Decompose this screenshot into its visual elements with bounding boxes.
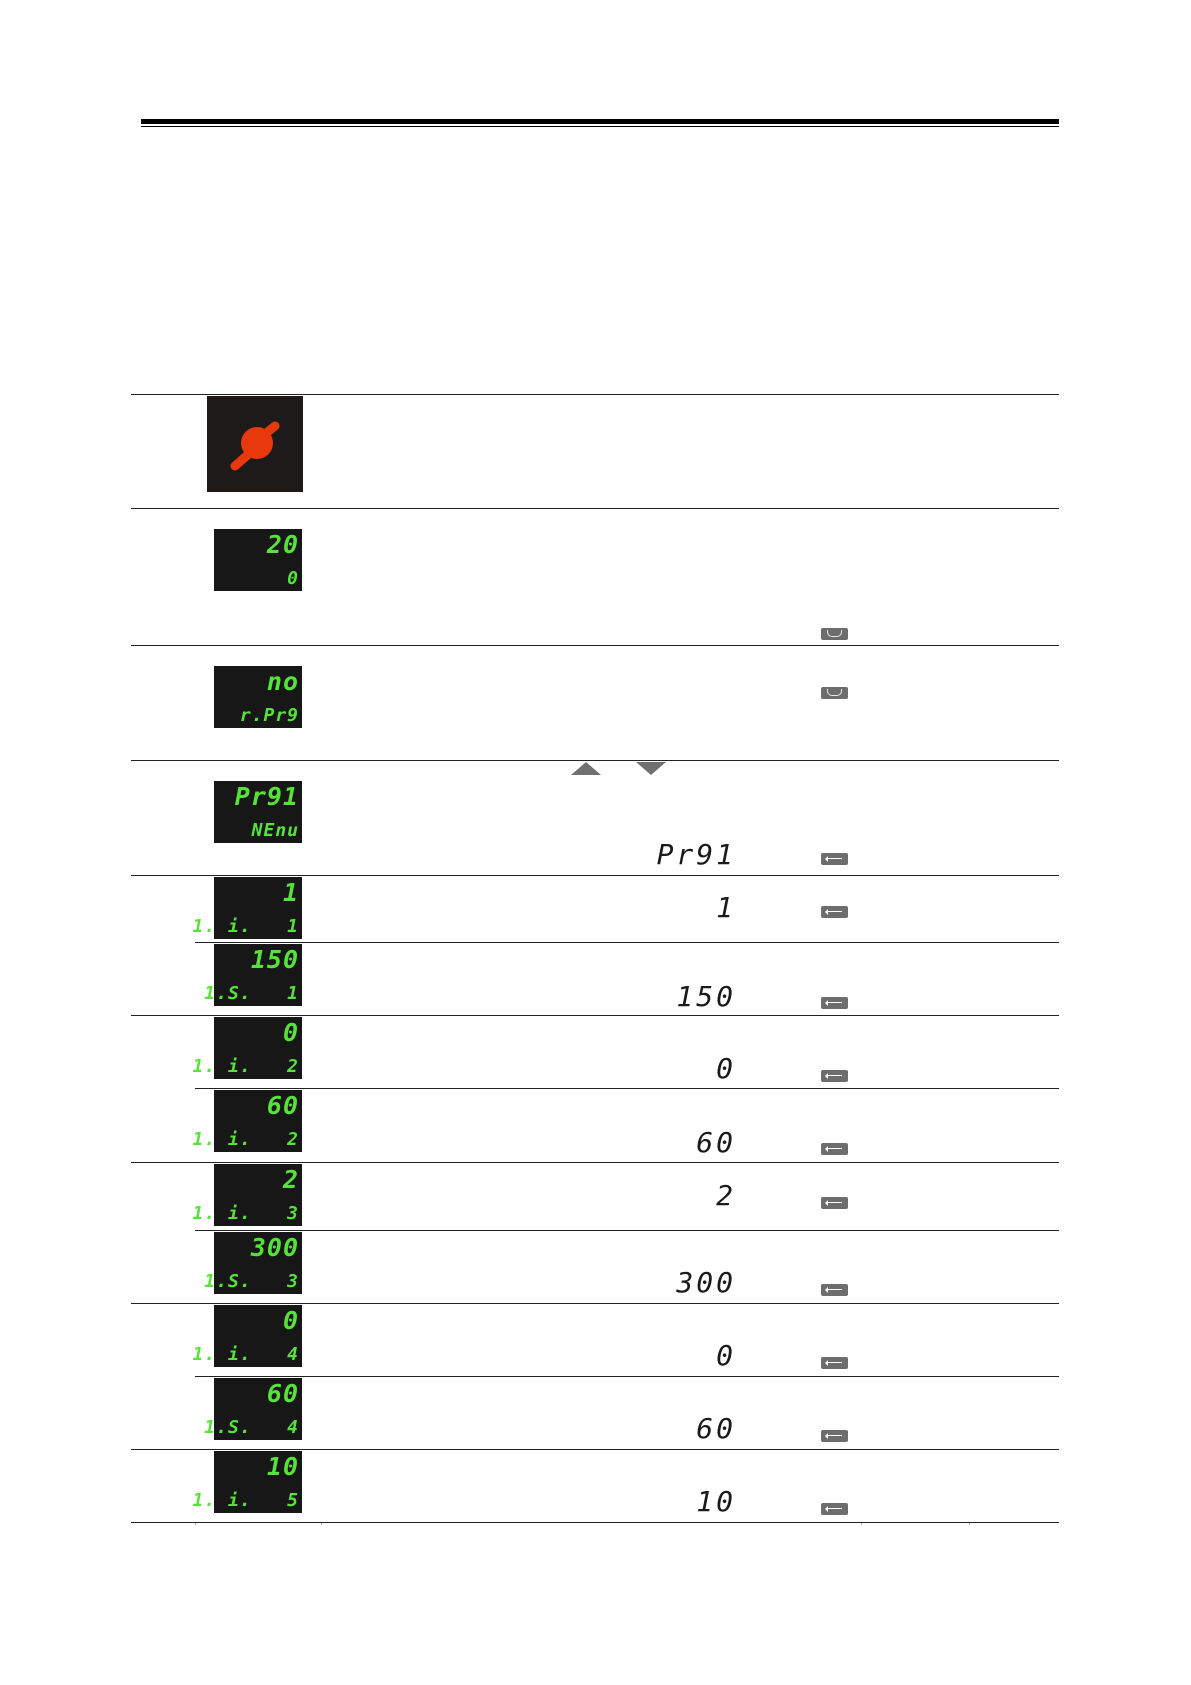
controller-display [192,1017,302,1079]
setting-value: 300 [676,1266,736,1299]
column-tick [969,1523,970,1525]
controller-display [192,1305,302,1367]
enter-key-icon [821,1503,848,1515]
setting-value: Pr91 [656,838,736,871]
setting-value: 60 [696,1412,736,1445]
enter-key-icon [821,1284,848,1296]
mode-key-icon [821,628,848,640]
up-arrow-icon [571,762,601,775]
display-top: 150 [250,945,299,974]
enter-key-icon [821,997,848,1009]
controller-display [192,1164,302,1226]
controller-display [204,944,302,1006]
display-top: 2 [282,1165,299,1194]
setting-value: 150 [676,980,736,1013]
table-rule [195,1230,1059,1231]
column-tick [861,1523,862,1525]
enter-key-icon [821,1357,848,1369]
display-bottom: 1. i. 1 [192,916,299,937]
enter-key-icon [821,1070,848,1082]
controller-display [192,877,302,939]
display-bottom: 1. i. 2 [192,1056,299,1077]
header-rule-thin [141,126,1059,127]
table-rule [131,394,1059,395]
display-bottom: NEnu [251,820,299,841]
display-top: 0 [282,1018,299,1047]
display-top: Pr91 [234,782,299,811]
enter-key-icon [821,853,848,865]
display-bottom: 1.S. 1 [204,983,299,1004]
setting-value: 60 [696,1126,736,1159]
display-top: 20 [266,530,299,559]
display-top: 60 [266,1091,299,1120]
controller-display [214,666,302,728]
display-top: no [266,667,299,696]
setting-value: 0 [716,1339,736,1372]
controller-display [214,781,302,843]
thumb-tack-icon [207,396,303,492]
table-rule [131,1449,1059,1450]
down-arrow-icon [636,762,666,775]
enter-key-icon [821,1430,848,1442]
enter-key-icon [821,1197,848,1209]
display-bottom: 0 [287,568,299,589]
display-top: 1 [282,878,299,907]
display-bottom: 1. i. 5 [192,1490,299,1511]
controller-display [204,1232,302,1294]
header-rule [141,119,1059,124]
column-tick [321,1523,322,1525]
table-rule [131,760,1059,761]
setting-value: 2 [716,1179,736,1212]
table-rule [195,942,1059,943]
controller-display [204,1378,302,1440]
column-tick [195,1523,196,1525]
table-rule [195,1376,1059,1377]
display-bottom: r.Pr9 [239,705,299,726]
table-rule [131,508,1059,509]
display-bottom: 1. i. 2 [192,1129,299,1150]
display-top: 10 [266,1452,299,1481]
enter-key-icon [821,906,848,918]
table-rule [131,1162,1059,1163]
enter-key-icon [821,1143,848,1155]
table-rule [131,1522,1059,1523]
controller-display [192,1451,302,1513]
display-top: 300 [250,1233,299,1262]
table-rule [131,875,1059,876]
display-bottom: 1.S. 4 [204,1417,299,1438]
mode-key-icon [821,687,848,699]
display-top: 60 [266,1379,299,1408]
display-bottom: 1.S. 3 [204,1271,299,1292]
controller-display [192,1090,302,1152]
setting-value: 0 [716,1052,736,1085]
setting-value: 1 [716,891,736,924]
display-bottom: 1. i. 3 [192,1203,299,1224]
controller-display [214,529,302,591]
table-rule [131,1303,1059,1304]
display-top: 0 [282,1306,299,1335]
setting-value: 10 [696,1485,736,1518]
table-rule [131,1015,1059,1016]
table-rule [131,645,1059,646]
table-rule [195,1088,1059,1089]
display-bottom: 1. i. 4 [192,1344,299,1365]
